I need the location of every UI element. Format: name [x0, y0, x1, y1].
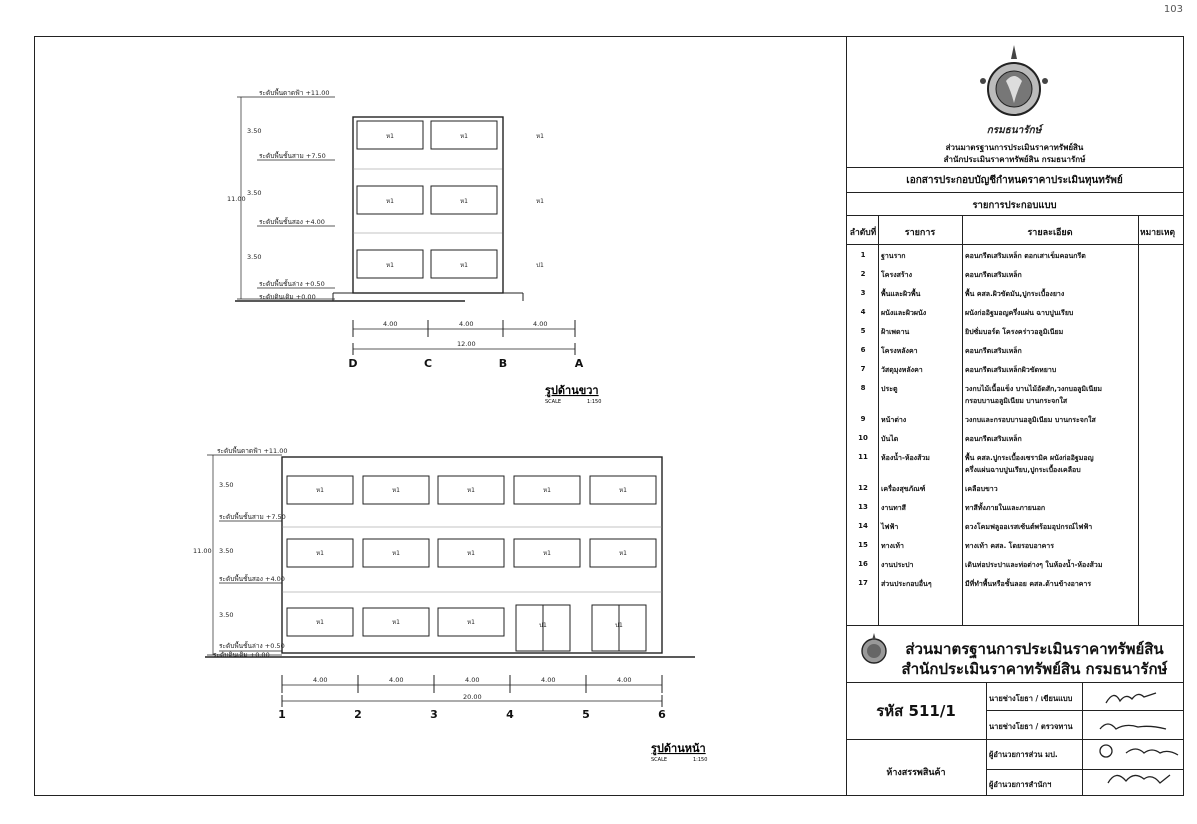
row-item: ประตู	[881, 385, 898, 393]
svg-text:ห1: ห1	[316, 619, 324, 626]
drawing-area	[35, 37, 847, 795]
grid-label: A	[574, 357, 584, 370]
total-width: 20.00	[463, 693, 482, 701]
total-height: 11.00	[193, 547, 212, 555]
footer-org-line-2: สำนักประเมินราคาทรัพย์สิน กรมธนารักษ์	[901, 660, 1168, 678]
doc-title: เอกสารประกอบบัญชีกำหนดราคาประเมินทุนทรัพย์	[906, 175, 1123, 186]
grid-label: 3	[430, 708, 438, 721]
row-no: 8	[860, 384, 866, 392]
window-tag: ห1	[460, 262, 468, 269]
row-item: วัสดุมุงหลังคา	[881, 366, 923, 374]
row-no: 11	[858, 453, 868, 461]
row-detail: คอนกรีตเสริมเหล็กผิวขัดหยาบ	[965, 366, 1057, 374]
story-height: 3.50	[247, 189, 262, 197]
row-detail: ทาสีทั้งภายในและภายนอก	[965, 504, 1046, 512]
row-no: 1	[860, 251, 866, 259]
section-title: รายการประกอบแบบ	[972, 200, 1057, 211]
signatures	[1086, 685, 1181, 793]
drawing-sheet	[34, 36, 1184, 796]
logo-text: กรมธนารักษ์	[986, 125, 1042, 136]
bay-dim: 4.00	[313, 676, 328, 684]
row-no: 13	[858, 503, 868, 511]
row-item: เครื่องสุขภัณฑ์	[881, 485, 926, 493]
row-no: 16	[858, 560, 868, 568]
row-item: โครงหลังคา	[881, 347, 918, 355]
row-detail: คอนกรีตเสริมเหล็ก ตอกเสาเข็มคอนกรีต	[965, 252, 1086, 260]
row-detail: เดินท่อประปาและท่อต่างๆ ในห้องน้ำ-ห้องส้วม	[965, 561, 1103, 569]
row-no: 14	[858, 522, 868, 530]
bay-dim: 4.00	[389, 676, 404, 684]
row-item: ฝ้าเพดาน	[881, 328, 910, 336]
svg-text:ห1: ห1	[392, 619, 400, 626]
row-item: ทางเท้า	[881, 542, 904, 550]
role-division-director: ผู้อำนวยการส่วน มป.	[989, 750, 1058, 759]
org-line-1: ส่วนมาตรฐานการประเมินราคาทรัพย์สิน	[945, 143, 1084, 152]
level-label: ระดับดินเดิม +0.00	[213, 651, 270, 659]
row-no: 12	[858, 484, 868, 492]
grid-label: D	[348, 357, 358, 370]
row-no: 15	[858, 541, 868, 549]
level-label: ระดับพื้นชั้นล่าง +0.50	[219, 642, 285, 650]
row-no: 17	[858, 579, 868, 587]
window-tag: ห1	[386, 262, 394, 269]
level-label: ระดับพื้นชั้นล่าง +0.50	[259, 280, 325, 288]
svg-text:ห1: ห1	[467, 619, 475, 626]
scale-value: 1:150	[587, 399, 602, 405]
row-no: 10	[858, 434, 868, 442]
svg-text:ห1: ห1	[467, 550, 475, 557]
level-label: ระดับพื้นชั้นสอง +4.00	[259, 218, 325, 226]
total-width: 12.00	[457, 340, 476, 348]
row-item: โครงสร้าง	[881, 271, 913, 279]
row-detail: คอนกรีตเสริมเหล็ก	[965, 435, 1022, 443]
grid-label: 2	[354, 708, 362, 721]
building-type: ห้างสรรพสินค้า	[886, 768, 946, 778]
row-no: 7	[860, 365, 866, 373]
grid-label: C	[423, 357, 433, 370]
row-detail: ดวงโคมฟลูออเรสเซ้นต์พร้อมอุปกรณ์ไฟฟ้า	[965, 523, 1093, 531]
bay-dim: 4.00	[383, 320, 398, 328]
header-remark: หมายเหตุ	[1140, 228, 1175, 238]
svg-text:ห1: ห1	[316, 550, 324, 557]
row-detail: วงกบไม้เนื้อแข็ง บานไม้อัดสัก,วงกบอลูมิเนียม	[965, 385, 1102, 393]
row-no: 9	[860, 415, 866, 423]
row-detail: ครึ่งแผ่นฉาบปูนเรียบ,ปูกระเบื้องเคลือบ	[965, 466, 1081, 474]
scale-label: SCALE	[651, 757, 668, 763]
row-item: ไฟฟ้า	[881, 523, 899, 531]
grid-label: 1	[278, 708, 286, 721]
svg-text:ห1: ห1	[543, 487, 551, 494]
row-detail: วงกบและกรอบบานอลูมิเนียม บานกระจกใส	[965, 416, 1096, 424]
svg-text:ห1: ห1	[619, 487, 627, 494]
bay-dim: 4.00	[533, 320, 548, 328]
story-height: 3.50	[219, 611, 234, 619]
row-detail: พื้น คสล.ผิวขัดมัน,ปูกระเบื้องยาง	[965, 290, 1065, 298]
svg-text:ห1: ห1	[467, 487, 475, 494]
row-no: 5	[860, 327, 866, 335]
footer-org-line-1: ส่วนมาตรฐานการประเมินราคาทรัพย์สิน	[905, 640, 1164, 658]
building-outline	[353, 117, 503, 293]
window-tag: ห1	[460, 133, 468, 140]
front-elevation-title: รูปด้านหน้า	[651, 742, 706, 755]
row-item: งานทาสี	[881, 504, 906, 512]
row-item: ฐานราก	[881, 252, 906, 260]
row-item: ส่วนประกอบอื่นๆ	[881, 580, 932, 588]
drawing-code: รหัส 511/1	[876, 702, 956, 720]
org-line-2: สำนักประเมินราคาทรัพย์สิน กรมธนารักษ์	[943, 155, 1086, 164]
grid-label: B	[498, 357, 508, 370]
row-detail: ยิปซั่มบอร์ด โครงคร่าวอลูมิเนียม	[965, 328, 1064, 336]
role-checker: นายช่างโยธา / ตรวจทาน	[989, 722, 1073, 731]
row-detail: คอนกรีตเสริมเหล็ก	[965, 271, 1022, 279]
grid-label: 5	[582, 708, 590, 721]
window-tag: ห1	[386, 133, 394, 140]
elevations-svg	[35, 37, 846, 795]
svg-text:ห1: ห1	[392, 550, 400, 557]
header-no: ลำดับที่	[849, 228, 877, 238]
row-detail: มีที่ทำพื้นหรือชั้นลอย คสล.ด้านข้างอาคาร	[965, 580, 1092, 588]
story-height: 3.50	[219, 481, 234, 489]
right-elevation	[235, 97, 575, 355]
row-no: 3	[860, 289, 866, 297]
role-bureau-director: ผู้อำนวยการสำนักฯ	[989, 780, 1052, 789]
header-item: รายการ	[904, 228, 936, 238]
svg-text:ห1: ห1	[316, 487, 324, 494]
row-item: หน้าต่าง	[881, 416, 907, 424]
door-tag: ป1	[536, 262, 544, 269]
svg-text:ป1: ป1	[539, 622, 547, 629]
bay-dim: 4.00	[459, 320, 474, 328]
svg-text:ห1: ห1	[543, 550, 551, 557]
level-label: ระดับพื้นชั้นสอง +4.00	[219, 575, 285, 583]
bay-dim: 4.00	[465, 676, 480, 684]
total-height: 11.00	[227, 195, 246, 203]
level-label: ระดับพื้นชั้นสาม +7.50	[219, 513, 286, 521]
window-tag: ห1	[536, 133, 544, 140]
row-no: 4	[860, 308, 866, 316]
level-label: ระดับดินเดิม +0.00	[259, 293, 316, 301]
scale-label: SCALE	[545, 399, 562, 405]
level-label: ระดับพื้นดาดฟ้า +11.00	[217, 447, 288, 455]
level-label: ระดับพื้นดาดฟ้า +11.00	[259, 89, 330, 97]
window-tag: ห1	[536, 198, 544, 205]
row-item: พื้นและผิวพื้น	[881, 290, 921, 298]
header-detail: รายละเอียด	[1027, 228, 1073, 238]
row-item: บันได	[881, 435, 899, 443]
title-block	[846, 37, 1183, 795]
story-height: 3.50	[247, 127, 262, 135]
grid-label: 4	[506, 708, 514, 721]
story-height: 3.50	[219, 547, 234, 555]
right-elevation-title: รูปด้านขวา	[545, 384, 599, 397]
row-item: งานประปา	[881, 561, 914, 569]
row-item: ห้องน้ำ-ห้องส้วม	[881, 454, 930, 462]
row-detail: ทางเท้า คสล. โดยรอบอาคาร	[965, 542, 1055, 550]
role-drafter: นายช่างโยธา / เขียนแบบ	[989, 694, 1073, 703]
svg-text:ห1: ห1	[392, 487, 400, 494]
bay-dim: 4.00	[617, 676, 632, 684]
page-number: 103	[1163, 4, 1183, 15]
row-no: 2	[860, 270, 866, 278]
treasury-logo	[959, 41, 1069, 141]
story-height: 3.50	[247, 253, 262, 261]
row-detail: ผนังก่ออิฐมอญครึ่งแผ่น ฉาบปูนเรียบ	[965, 309, 1074, 317]
window-tag: ห1	[460, 198, 468, 205]
row-detail: เคลือบขาว	[965, 485, 998, 493]
row-item: ผนังและผิวผนัง	[881, 309, 927, 317]
row-no: 6	[860, 346, 866, 354]
level-label: ระดับพื้นชั้นสาม +7.50	[259, 152, 326, 160]
svg-text:ป1: ป1	[615, 622, 623, 629]
window-tag: ห1	[386, 198, 394, 205]
grid-label: 6	[658, 708, 666, 721]
row-detail: พื้น คสล.ปูกระเบื้องเซรามิค ผนังก่ออิฐมอญ	[965, 454, 1094, 462]
row-detail: คอนกรีตเสริมเหล็ก	[965, 347, 1022, 355]
bay-dim: 4.00	[541, 676, 556, 684]
row-detail: กรอบบานอลูมิเนียม บานกระจกใส	[965, 397, 1068, 405]
scale-value: 1:150	[693, 757, 708, 763]
svg-text:ห1: ห1	[619, 550, 627, 557]
